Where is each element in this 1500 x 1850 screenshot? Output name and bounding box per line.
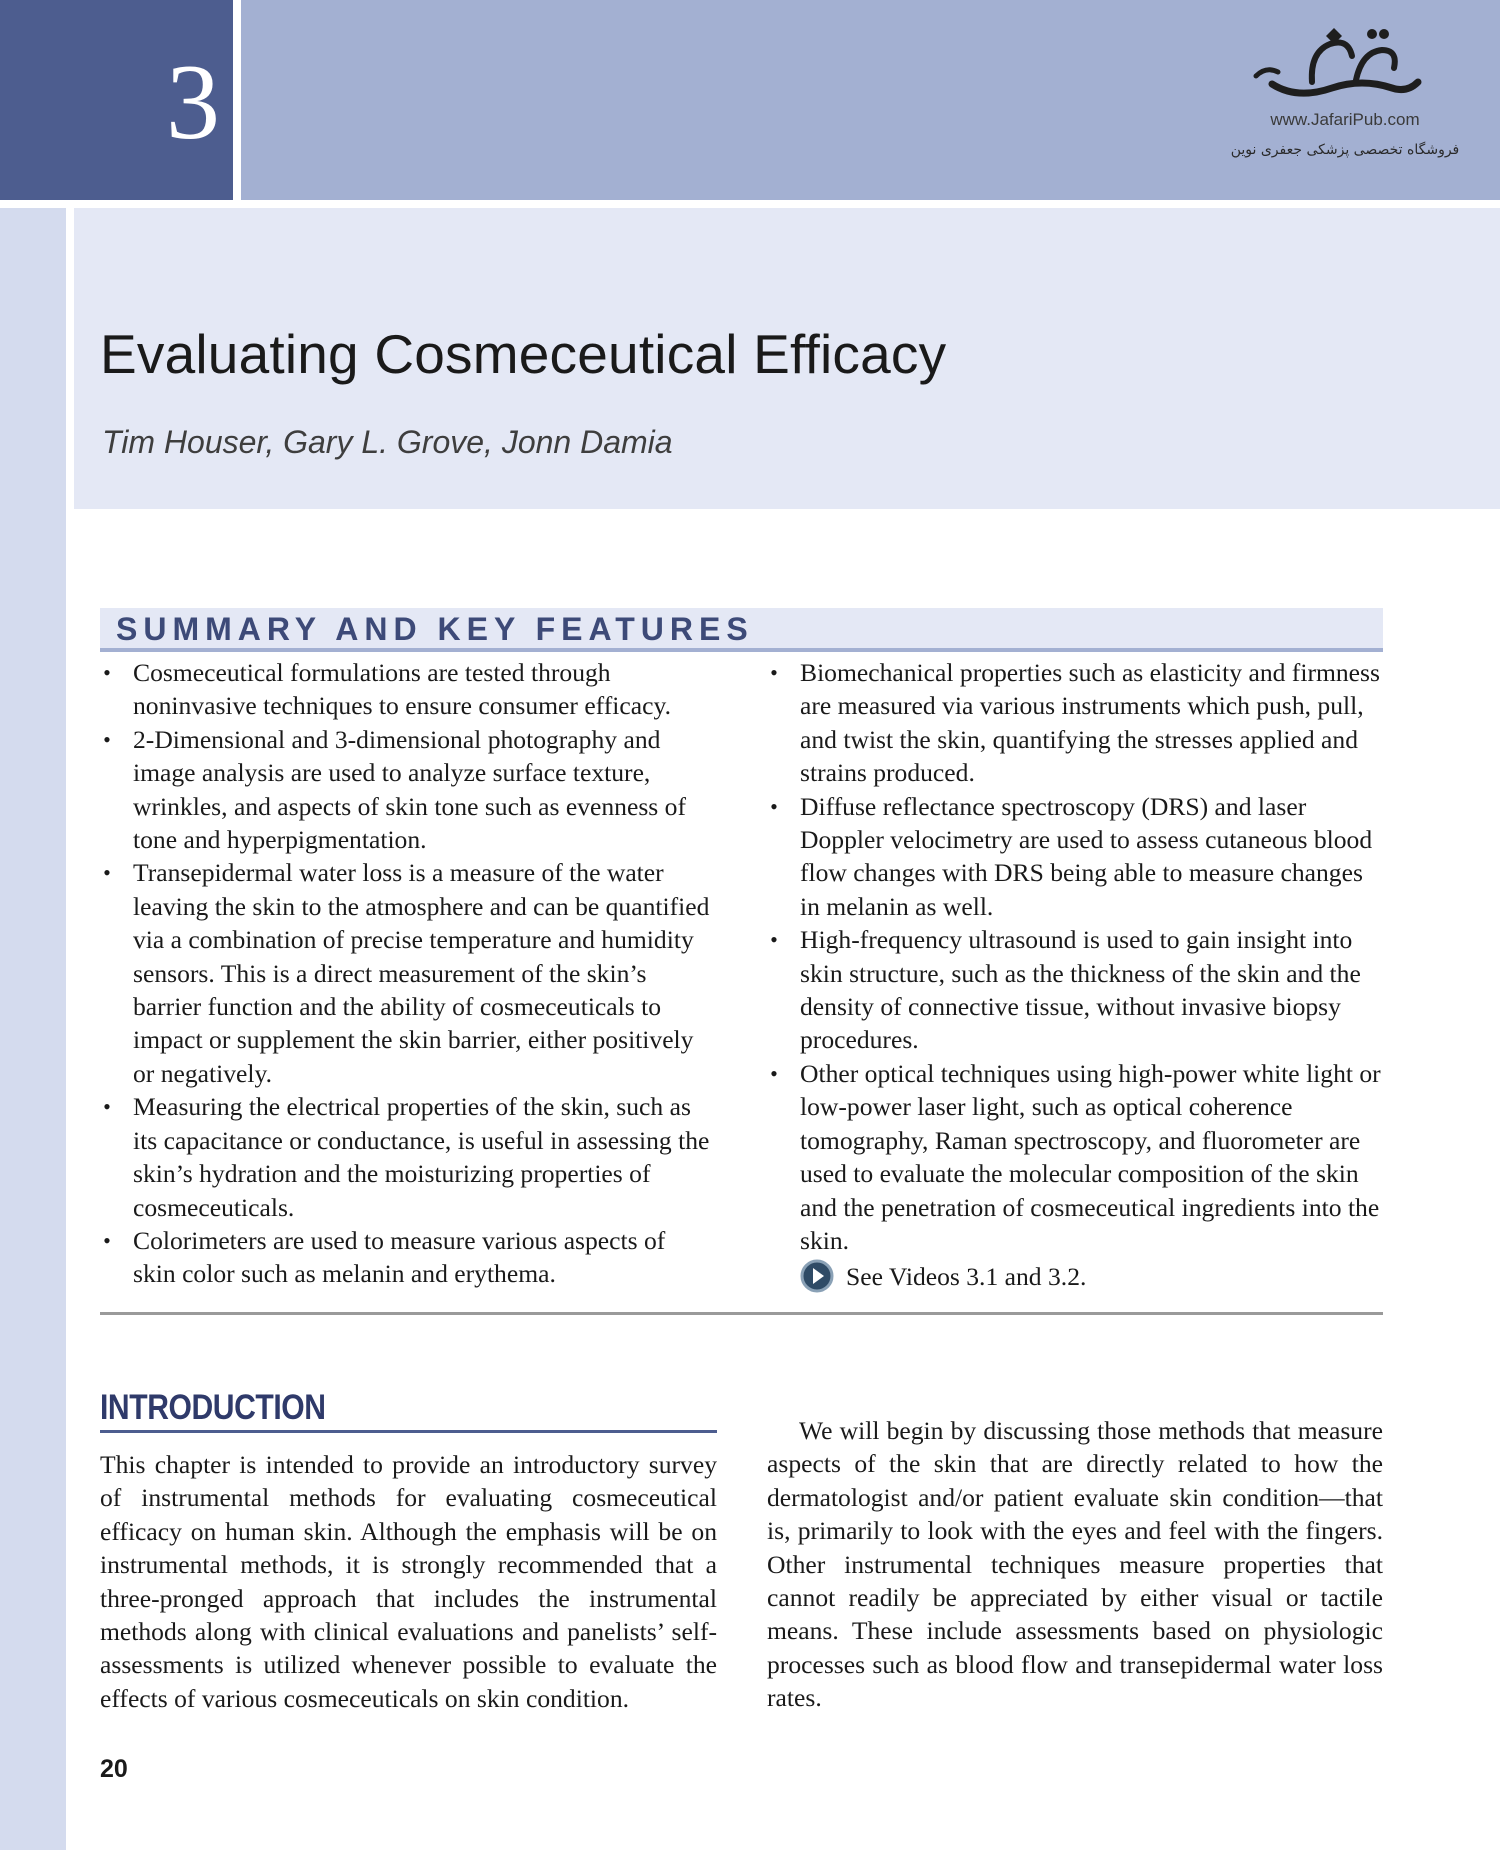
summary-bottom-rule [100, 1312, 1383, 1315]
list-item [767, 923, 1383, 1057]
summary-left-column [100, 656, 714, 1291]
summary-right-column [767, 656, 1383, 1293]
bullet-icon: • [770, 1060, 778, 1086]
left-margin-strip [0, 208, 66, 1850]
list-item-text: Other optical techniques using high-power white light or low-power laser light, such as optical coherence tomography, Raman spectroscopy, and fluorometer are used to evaluate the molecular composition of the skin and the penetration of cosmeceutical ingredients into the skin. [800, 1058, 1381, 1255]
summary-header-rule [100, 648, 1383, 652]
list-item-text: 2-Dimensional and 3-dimensional photography and image analysis are used to analyze surface texture, wrinkles, and aspects of skin tone such as evenness of tone and hyperpigmentation. [133, 724, 686, 855]
list-item-text: High-frequency ultrasound is used to gain insight into skin structure, such as the thickness of the skin and the density of connective tissue, without invasive biopsy procedures. [800, 925, 1361, 1055]
bullet-icon: • [103, 1094, 111, 1120]
bullet-icon: • [770, 660, 778, 685]
list-item-text: Transepidermal water loss is a measure of the water leaving the skin to the atmosphere and can be quantified via a combination of precise temperature and humidity sensors. This is a direct measurement of the skin’s barrier function and the ability of cosmeceuticals to impact or supplement the skin barrier, either positively or negatively. [133, 858, 710, 1088]
video-link-text[interactable]: See Videos 3.1 and 3.2. [846, 1261, 1087, 1291]
video-link[interactable] [767, 1259, 1383, 1293]
introduction-paragraph-2: We will begin by discussing those methods that measure aspects of the skin that are directly related to how the dermatologist and/or patient evaluate skin condition—that is, primarily to look with the eyes and feel with the fingers. Other instrumental techniques measure properties that cannot readily be appreciated by either visual or tactile means. These include assessments based on physiologic processes such as blood flow and transepidermal water loss rates. [767, 1416, 1383, 1713]
publisher-url: www.JafariPub.com [1270, 110, 1420, 129]
video-play-icon[interactable] [800, 1259, 834, 1293]
introduction-paragraph-1: This chapter is intended to provide an introductory survey of instrumental methods for evaluating cosmeceutical efficacy on human skin. Although the emphasis will be on instrumental methods, it is strongly recommended that a three-pronged approach that includes the instrumental methods along with clinical evaluations and panelists’ self-assessments is utilized whenever possible to evaluate the effects of various cosmeceuticals on skin condition. [100, 1450, 717, 1713]
publisher-logo-icon [1252, 22, 1422, 108]
chapter-number: 3 [166, 43, 220, 162]
summary-right-list [767, 656, 1383, 1257]
publisher-caption: فروشگاه تخصصی پزشکی جعفری نوین [1230, 142, 1460, 158]
page-number: 20 [100, 1755, 128, 1783]
chapter-title: Evaluating Cosmeceutical Efficacy [100, 323, 947, 385]
list-item [100, 656, 714, 723]
chapter-authors: Tim Houser, Gary L. Grove, Jonn Damia [102, 424, 673, 460]
list-item-text: Cosmeceutical formulations are tested through noninvasive techniques to ensure consumer efficacy. [133, 658, 671, 721]
bullet-icon: • [770, 927, 778, 953]
list-item [100, 1090, 714, 1224]
summary-heading: SUMMARY AND KEY FEATURES [116, 611, 754, 647]
list-item-text: Diffuse reflectance spectroscopy (DRS) and laser Doppler velocimetry are used to assess cutaneous blood flow changes with DRS being able to measure changes in melanin as well. [800, 791, 1373, 921]
bullet-icon: • [103, 660, 111, 685]
list-item-text: Biomechanical properties such as elasticity and firmness are measured via various instruments which push, pull, and twist the skin, quantifying the stresses applied and strains produced. [800, 658, 1380, 788]
bullet-icon: • [103, 726, 111, 752]
introduction-heading: INTRODUCTION [100, 1388, 326, 1427]
bullet-icon: • [103, 860, 111, 886]
list-item [767, 656, 1383, 790]
list-item [767, 790, 1383, 924]
bullet-icon: • [770, 793, 778, 819]
list-item [100, 723, 714, 857]
bullet-icon: • [103, 1227, 111, 1253]
list-item-text: Measuring the electrical properties of the skin, such as its capacitance or conductance, is useful in assessing the skin’s hydration and the moisturizing properties of cosmeceuticals. [133, 1092, 710, 1222]
summary-left-list [100, 656, 714, 1291]
list-item [100, 856, 714, 1090]
introduction-rule [100, 1430, 717, 1433]
list-item [100, 1224, 714, 1291]
list-item-text: Colorimeters are used to measure various aspects of skin color such as melanin and erythema. [133, 1225, 666, 1289]
list-item [767, 1057, 1383, 1257]
